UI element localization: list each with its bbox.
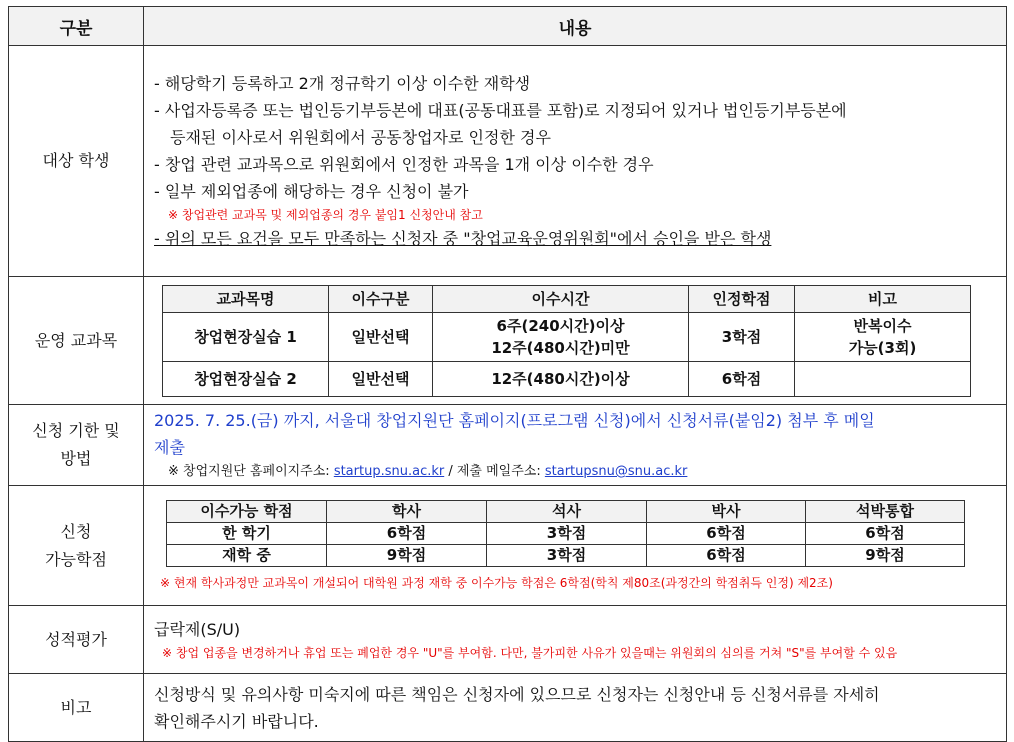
eligibility-item: - 창업 관련 교과목으로 위원회에서 인정한 과목을 1개 이상 이수한 경우: [154, 155, 654, 174]
course-note: [795, 312, 971, 361]
course-type: 일반선택: [329, 361, 433, 396]
eligibility-item: - 일부 제외업종에 해당하는 경우 신청이 불가: [154, 182, 469, 201]
course-hours-line: 12주(480시간)미만: [491, 338, 630, 357]
course-note: [795, 361, 971, 396]
course-hours: [433, 312, 689, 361]
course-name: 창업현장실습 2: [163, 361, 329, 396]
course-note-line: 반복이수: [853, 316, 912, 335]
table-row: [167, 545, 965, 567]
remarks-text: 신청방식 및 유의사항 미숙지에 따른 책임은 신청자에 있으므로 신청자는 신청안내 등 신청서류를 자세히: [154, 684, 880, 704]
table-row: [163, 312, 971, 361]
grading-note: ※ 창업 업종을 변경하거나 휴업 또는 폐업한 경우 "U"를 부여함. 다만, 불가피한 사유가 있을때는 위원회의 심의를 거쳐 "S"를 부여할 수 있음: [162, 646, 898, 660]
course-hours: 12주(480시간)이상: [433, 361, 689, 396]
grading-text: 급락제(S/U): [154, 620, 241, 639]
credit-cell: 6학점: [806, 523, 965, 545]
credit-row-label: 재학 중: [167, 545, 327, 567]
table-row: [163, 361, 971, 396]
application-label-line: 신청 기한 및: [32, 421, 120, 440]
course-table: [162, 285, 971, 397]
row-eligibility: [9, 46, 1007, 277]
header-content: 내용: [144, 7, 1007, 46]
courses-content: [144, 277, 1007, 405]
credit-cell: 9학점: [327, 545, 487, 567]
course-note-line: 가능(3회): [848, 338, 917, 357]
eligibility-note: ※ 창업관련 교과목 및 제외업종의 경우 붙임1 신청안내 참고: [168, 208, 483, 222]
application-label: [9, 405, 144, 486]
credit-col-master: 석사: [487, 501, 647, 523]
credit-cell: 3학점: [487, 523, 647, 545]
course-col-credits: 인정학점: [689, 285, 795, 312]
course-credits: 6학점: [689, 361, 795, 396]
row-credits: [9, 486, 1007, 606]
application-note-mid: / 제출 메일주소:: [444, 464, 545, 479]
credit-col-label: 이수가능 학점: [167, 501, 327, 523]
grading-content: [144, 606, 1007, 674]
credit-cell: 3학점: [487, 545, 647, 567]
row-grading: [9, 606, 1007, 674]
credits-content: [144, 486, 1007, 606]
course-name: 창업현장실습 1: [163, 312, 329, 361]
eligibility-content: [144, 46, 1007, 277]
row-courses: [9, 277, 1007, 405]
eligibility-item: 등재된 이사로서 위원회에서 공동창업자로 인정한 경우: [170, 128, 551, 147]
eligibility-label: 대상 학생: [9, 46, 144, 277]
credit-cell: 6학점: [647, 523, 806, 545]
eligibility-item: - 사업자등록증 또는 법인등기부등본에 대표(공동대표를 포함)로 지정되어 있거나 법인등기부등본에: [154, 101, 847, 120]
eligibility-item: - 해당학기 등록하고 2개 정규학기 이상 이수한 재학생: [154, 74, 531, 93]
application-note-prefix: ※ 창업지원단 홈페이지주소:: [168, 464, 334, 479]
credit-table: [166, 500, 965, 567]
application-text: 제출: [154, 438, 185, 457]
course-col-note: 비고: [795, 285, 971, 312]
row-application: [9, 405, 1007, 486]
row-remarks: [9, 674, 1007, 742]
email-link[interactable]: startupsnu@snu.ac.kr: [544, 464, 688, 479]
credit-cell: 6학점: [647, 545, 806, 567]
application-label-line: 방법: [60, 449, 92, 468]
main-table: [8, 6, 1007, 742]
credit-row-label: 한 학기: [167, 523, 327, 545]
table-row: [167, 523, 965, 545]
credit-col-doctor: 박사: [647, 501, 806, 523]
application-content: [144, 405, 1007, 486]
course-col-name: 교과목명: [163, 285, 329, 312]
remarks-label: 비고: [9, 674, 144, 742]
header-category: 구분: [9, 7, 144, 46]
remarks-content: [144, 674, 1007, 742]
credits-label: [9, 486, 144, 606]
application-text: 2025. 7. 25.(금) 까지, 서울대 창업지원단 홈페이지(프로그램 신청)에서 신청서류(붙임2) 첨부 후 메일: [154, 411, 875, 430]
eligibility-final: - 위의 모든 요건을 모두 만족하는 신청자 중 "창업교육운영위원회"에서 승인을 받은 학생: [154, 229, 772, 248]
remarks-text: 확인해주시기 바랍니다.: [154, 711, 319, 731]
grading-label: 성적평가: [9, 606, 144, 674]
credit-col-bachelor: 학사: [327, 501, 487, 523]
courses-label: 운영 교과목: [9, 277, 144, 405]
course-hours-line: 6주(240시간)이상: [496, 316, 625, 335]
course-col-type: 이수구분: [329, 285, 433, 312]
credit-cell: 6학점: [327, 523, 487, 545]
credits-label-line: 신청: [60, 521, 92, 541]
credit-cell: 9학점: [806, 545, 965, 567]
credits-note: ※ 현재 학사과정만 교과목이 개설되어 대학원 과정 재학 중 이수가능 학점은 6학점(학칙 제80조(과정간의 학점취득 인정) 제2조): [160, 576, 833, 590]
course-type: 일반선택: [329, 312, 433, 361]
homepage-link[interactable]: startup.snu.ac.kr: [333, 464, 445, 479]
credits-label-line: 가능학점: [45, 549, 107, 569]
course-credits: 3학점: [689, 312, 795, 361]
application-note: [154, 461, 996, 483]
credit-col-integrated: 석박통합: [806, 501, 965, 523]
course-col-hours: 이수시간: [433, 285, 689, 312]
